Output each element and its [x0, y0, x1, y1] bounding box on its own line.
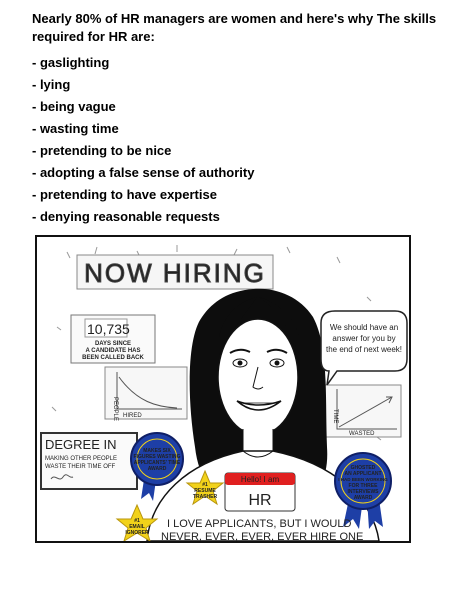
shirt-slogan-line-2: NEVER, EVER, EVER, EVER HIRE ONE — [161, 531, 364, 541]
ribbon-4-line-4: FOR THREE — [348, 483, 378, 489]
speech-line-3: the end of next week! — [325, 345, 403, 354]
ribbon-4-line-6: AWARD — [353, 495, 373, 501]
ribbon-3-line-1: #1 — [134, 518, 140, 524]
caption-title: Nearly 80% of HR managers are women and here's why The skills required for HR are: — [32, 11, 437, 44]
ribbon-2-line-3: TRASHER — [192, 494, 218, 500]
shirt-slogan-line-1: I LOVE APPLICANTS, BUT I WOULD — [167, 518, 352, 530]
comic-panel — [35, 235, 411, 543]
speech-line-1: We should have an — [329, 323, 399, 332]
name-tag — [225, 473, 295, 511]
degree-text-1: MAKING OTHER PEOPLE — [45, 456, 118, 462]
list-item: - pretending to be nice — [32, 143, 172, 158]
list-item: - gaslighting — [32, 55, 110, 70]
comic-illustration — [37, 237, 409, 541]
list-item: - wasting time — [32, 121, 119, 136]
list-item: - lying — [32, 77, 71, 92]
chart-right-x-label: WASTED — [349, 431, 375, 437]
ribbon-1-line-3: APPLICANTS' TIME — [133, 460, 181, 466]
ribbon-4-line-2: AN APPLICANT — [344, 471, 382, 477]
speech-line-2: answer for you by — [332, 334, 396, 343]
list-item: - pretending to have expertise — [32, 187, 217, 202]
left-pupil — [238, 361, 243, 366]
chart-left-x-label: HIRED — [123, 413, 142, 419]
degree-title: DEGREE IN — [45, 437, 117, 452]
ribbon-1-line-2: FIGURES WASTING — [133, 454, 181, 460]
ribbon-3-line-3: IGNORER — [125, 530, 149, 536]
neck — [243, 429, 273, 451]
degree-certificate — [41, 433, 137, 489]
speech-bubble — [321, 311, 407, 385]
time-wasted-chart — [325, 385, 401, 437]
counter-caption-3: BEEN CALLED BACK — [82, 355, 144, 361]
counter-caption-2: A CANDIDATE HAS — [85, 348, 141, 354]
name-tag-name: HR — [248, 492, 272, 509]
name-tag-top: Hello! I am — [240, 475, 280, 484]
caption — [32, 10, 442, 228]
ribbon-1-line-1: MAKES SIX — [143, 448, 171, 454]
ribbon-2-line-1: #1 — [202, 482, 208, 488]
list-item: - being vague — [32, 99, 116, 114]
days-counter — [71, 315, 155, 363]
banner-text: NOW HIRING — [84, 258, 266, 288]
ribbon-1-line-4: AWARD — [147, 466, 167, 472]
counter-caption-1: DAYS SINCE — [94, 341, 132, 347]
now-hiring-sign — [77, 255, 273, 289]
skills-list — [32, 52, 442, 228]
ribbon-2-line-2: RESUME — [194, 488, 216, 494]
degree-text-2: WASTE THEIR TIME OFF — [45, 464, 116, 470]
ribbon-3-line-2: EMAIL — [129, 524, 145, 530]
right-pupil — [275, 361, 280, 366]
counter-value: 10,735 — [87, 321, 130, 337]
chart-left-y-label: PEOPLE — [112, 397, 118, 422]
ribbon-4-line-5: INTERVIEWS — [347, 489, 379, 495]
chart-right-y-label: TIME — [332, 409, 338, 424]
list-item: - adopting a false sense of authority — [32, 165, 255, 180]
people-hired-chart — [105, 367, 187, 421]
list-item: - denying reasonable requests — [32, 209, 220, 224]
ribbon-4-line-3: I HAD BEEN WORKING — [338, 477, 388, 482]
ribbon-4-line-1: GHOSTED — [350, 465, 376, 471]
face — [218, 319, 298, 435]
